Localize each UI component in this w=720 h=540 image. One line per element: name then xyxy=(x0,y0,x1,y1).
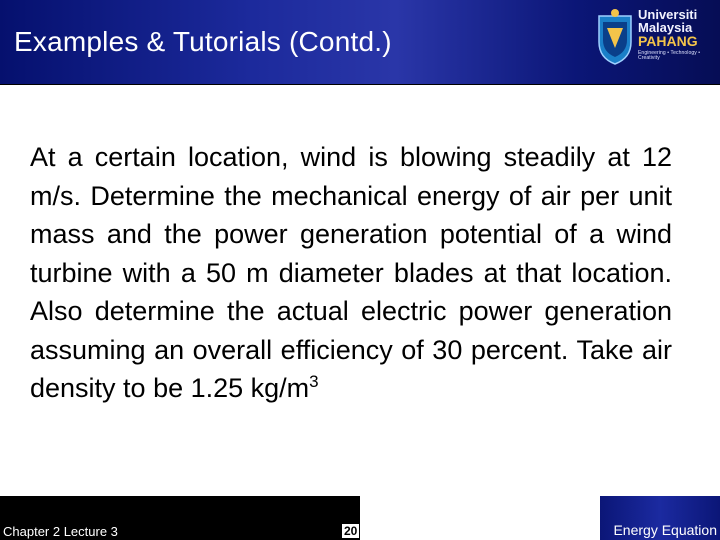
logo-line-3: PAHANG xyxy=(638,33,698,49)
ump-shield-icon xyxy=(596,8,634,66)
university-logo xyxy=(596,6,718,78)
unit-superscript: 3 xyxy=(309,372,319,391)
footer-chapter-label: Chapter 2 Lecture 3 xyxy=(3,524,118,539)
problem-statement xyxy=(30,138,672,408)
problem-text: At a certain location, wind is blowing steadily at 12 m/s. Determine the mechanical energy of air per unit mass and the power generation potential of a wind turbine with a 50 m diameter blades at that location. Also determine the actual electric power generation assuming an overall efficiency of 30 percent. Take air density to be 1.25 kg/m xyxy=(30,142,672,403)
page-number: 20 xyxy=(344,524,358,538)
logo-line-1: Universiti xyxy=(638,7,698,22)
slide-header xyxy=(0,0,720,85)
logo-tagline: Engineering • Technology • Creativity xyxy=(638,50,701,61)
slide-title: Examples & Tutorials (Contd.) xyxy=(14,26,392,57)
logo-line-2: Malaysia xyxy=(638,20,693,35)
footer-topic-label: Energy Equation xyxy=(613,522,717,538)
slide-footer xyxy=(0,496,720,540)
